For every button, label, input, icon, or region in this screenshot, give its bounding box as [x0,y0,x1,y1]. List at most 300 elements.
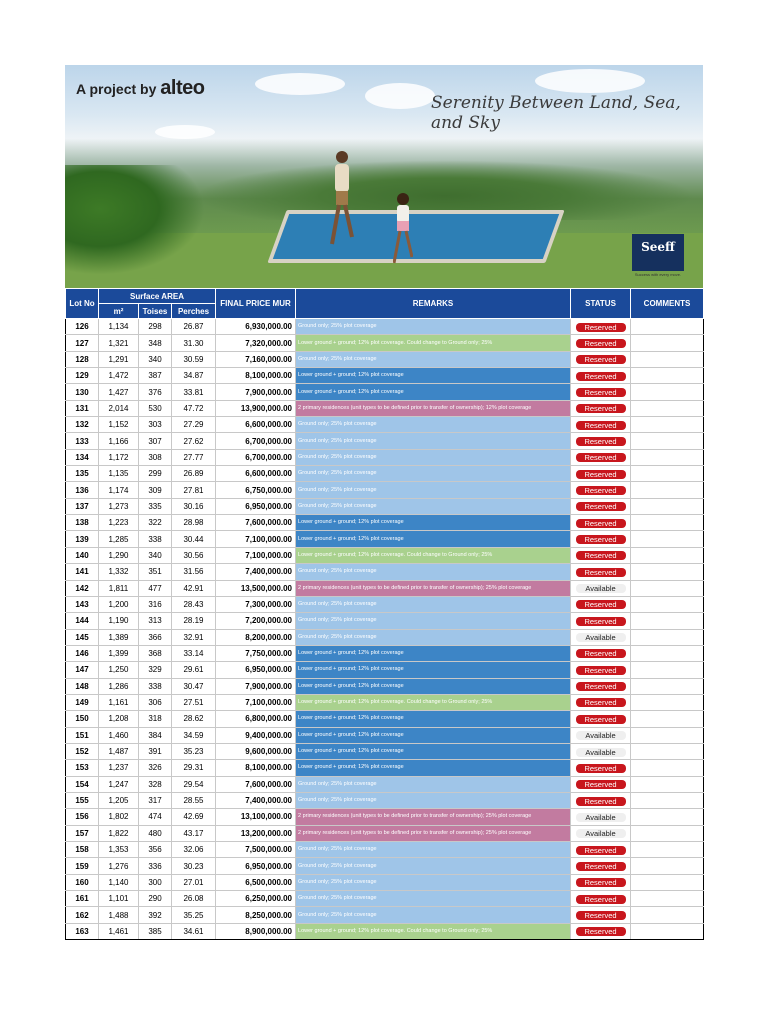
remarks-cell: Ground only; 25% plot coverage [296,613,571,629]
project-brand [76,77,204,100]
price-cell: 7,600,000.00 [216,515,296,531]
status-badge: Reserved [576,846,626,855]
remarks-cell: Ground only; 25% plot coverage [296,433,571,449]
status-badge: Reserved [576,682,626,691]
table-row [66,662,704,678]
price-cell: 6,950,000.00 [216,858,296,874]
area-toises-cell: 317 [139,792,172,808]
running-boy-figure [330,149,354,259]
area-toises-cell: 387 [139,368,172,384]
area-toises-cell: 336 [139,858,172,874]
price-cell: 7,100,000.00 [216,531,296,547]
remarks-cell: Lower ground + ground; 12% plot coverage [296,645,571,661]
remarks-cell: Lower ground + ground; 12% plot coverage [296,515,571,531]
area-toises-cell: 356 [139,842,172,858]
lot-number-cell: 130 [66,384,99,400]
status-cell [571,384,631,400]
area-perches-cell: 33.81 [172,384,216,400]
lot-number-cell: 163 [66,923,99,939]
area-toises-cell: 530 [139,400,172,416]
area-toises-cell: 307 [139,433,172,449]
price-cell: 6,250,000.00 [216,891,296,907]
table-row [66,825,704,841]
lot-number-cell: 146 [66,645,99,661]
area-m2-cell: 1,321 [99,335,139,351]
comments-cell [631,351,704,367]
table-row [66,809,704,825]
status-cell [571,891,631,907]
area-perches-cell: 43.17 [172,825,216,841]
area-toises-cell: 308 [139,449,172,465]
area-m2-cell: 1,135 [99,466,139,482]
lot-number-cell: 154 [66,776,99,792]
lot-number-cell: 151 [66,727,99,743]
area-toises-cell: 338 [139,678,172,694]
price-cell: 7,900,000.00 [216,384,296,400]
lot-number-cell: 160 [66,874,99,890]
price-cell: 13,200,000.00 [216,825,296,841]
comments-cell [631,319,704,335]
lot-number-cell: 135 [66,466,99,482]
status-badge: Reserved [576,927,626,936]
comments-cell [631,449,704,465]
area-m2-cell: 1,200 [99,596,139,612]
comments-cell [631,743,704,759]
lot-number-cell: 143 [66,596,99,612]
comments-cell [631,400,704,416]
area-m2-cell: 1,247 [99,776,139,792]
remarks-cell: Lower ground + ground; 12% plot coverage [296,760,571,776]
table-row [66,923,704,939]
price-cell: 7,160,000.00 [216,351,296,367]
table-row [66,727,704,743]
area-toises-cell: 368 [139,645,172,661]
comments-cell [631,433,704,449]
status-badge: Reserved [576,323,626,332]
price-cell: 9,400,000.00 [216,727,296,743]
area-perches-cell: 27.81 [172,482,216,498]
status-cell [571,564,631,580]
comments-cell [631,613,704,629]
area-toises-cell: 366 [139,629,172,645]
lot-number-cell: 141 [66,564,99,580]
status-badge: Reserved [576,388,626,397]
comments-cell [631,596,704,612]
table-row [66,547,704,563]
area-toises-cell: 338 [139,531,172,547]
status-badge: Reserved [576,339,626,348]
remarks-cell: Ground only; 25% plot coverage [296,596,571,612]
status-cell [571,825,631,841]
area-perches-cell: 30.23 [172,858,216,874]
comments-cell [631,842,704,858]
area-m2-cell: 1,332 [99,564,139,580]
area-m2-cell: 1,190 [99,613,139,629]
table-row [66,564,704,580]
status-badge: Reserved [576,568,626,577]
comments-cell [631,809,704,825]
lot-number-cell: 150 [66,711,99,727]
table-row [66,874,704,890]
comments-cell [631,629,704,645]
area-m2-cell: 1,172 [99,449,139,465]
table-row [66,858,704,874]
area-perches-cell: 42.69 [172,809,216,825]
lot-number-cell: 156 [66,809,99,825]
area-perches-cell: 28.43 [172,596,216,612]
area-toises-cell: 290 [139,891,172,907]
remarks-cell: Ground only; 25% plot coverage [296,466,571,482]
comments-cell [631,907,704,923]
area-perches-cell: 30.56 [172,547,216,563]
area-toises-cell: 340 [139,351,172,367]
status-cell [571,858,631,874]
header-surface-area: Surface AREA [99,289,216,304]
price-cell: 7,600,000.00 [216,776,296,792]
status-badge: Reserved [576,404,626,413]
price-cell: 6,930,000.00 [216,319,296,335]
comments-cell [631,825,704,841]
price-cell: 8,100,000.00 [216,368,296,384]
area-toises-cell: 313 [139,613,172,629]
area-perches-cell: 30.44 [172,531,216,547]
remarks-cell: Lower ground + ground; 12% plot coverage. Could change to Ground only; 25% [296,335,571,351]
lot-number-cell: 138 [66,515,99,531]
area-perches-cell: 29.61 [172,662,216,678]
comments-cell [631,547,704,563]
remarks-cell: Lower ground + ground; 12% plot coverage [296,384,571,400]
area-perches-cell: 28.19 [172,613,216,629]
cloud-shape [365,83,435,109]
table-row [66,319,704,335]
area-m2-cell: 1,389 [99,629,139,645]
price-cell: 6,600,000.00 [216,417,296,433]
pool-shape [267,210,564,263]
area-toises-cell: 348 [139,335,172,351]
price-cell: 13,900,000.00 [216,400,296,416]
price-cell: 6,950,000.00 [216,662,296,678]
status-badge: Reserved [576,715,626,724]
table-row [66,613,704,629]
cloud-shape [535,69,645,93]
price-cell: 6,750,000.00 [216,482,296,498]
status-cell [571,433,631,449]
comments-cell [631,531,704,547]
tagline: Serenity Between Land, Sea, and Sky [431,93,681,133]
price-cell: 7,200,000.00 [216,613,296,629]
status-badge: Reserved [576,551,626,560]
comments-cell [631,792,704,808]
remarks-cell: Ground only; 25% plot coverage [296,319,571,335]
header-status: STATUS [571,289,631,319]
area-toises-cell: 298 [139,319,172,335]
status-badge: Reserved [576,797,626,806]
lot-number-cell: 129 [66,368,99,384]
status-badge: Reserved [576,355,626,364]
area-perches-cell: 26.08 [172,891,216,907]
seeff-tagline: Success with every move. [634,272,682,277]
status-badge: Reserved [576,421,626,430]
status-badge: Available [576,748,626,757]
price-list-page [65,65,703,940]
comments-cell [631,482,704,498]
cloud-shape [255,73,345,95]
price-cell: 6,700,000.00 [216,433,296,449]
table-row [66,678,704,694]
table-row [66,694,704,710]
status-badge: Reserved [576,764,626,773]
lot-number-cell: 147 [66,662,99,678]
lot-number-cell: 148 [66,678,99,694]
lot-number-cell: 142 [66,580,99,596]
lot-number-cell: 127 [66,335,99,351]
comments-cell [631,417,704,433]
area-perches-cell: 27.29 [172,417,216,433]
lot-number-cell: 137 [66,498,99,514]
area-perches-cell: 27.62 [172,433,216,449]
area-toises-cell: 318 [139,711,172,727]
area-toises-cell: 303 [139,417,172,433]
status-cell [571,368,631,384]
area-toises-cell: 322 [139,515,172,531]
status-badge: Reserved [576,698,626,707]
table-row [66,842,704,858]
price-cell: 6,600,000.00 [216,466,296,482]
area-m2-cell: 1,208 [99,711,139,727]
area-m2-cell: 2,014 [99,400,139,416]
header-comments: COMMENTS [631,289,704,319]
status-badge: Reserved [576,453,626,462]
area-toises-cell: 328 [139,776,172,792]
status-cell [571,466,631,482]
comments-cell [631,776,704,792]
remarks-cell: Lower ground + ground; 12% plot coverage. Could change to Ground only; 25% [296,547,571,563]
table-row [66,743,704,759]
area-perches-cell: 34.61 [172,923,216,939]
status-cell [571,449,631,465]
comments-cell [631,874,704,890]
area-perches-cell: 34.87 [172,368,216,384]
status-badge: Reserved [576,649,626,658]
status-cell [571,498,631,514]
comments-cell [631,564,704,580]
lot-number-cell: 126 [66,319,99,335]
comments-cell [631,727,704,743]
remarks-cell: Ground only; 25% plot coverage [296,874,571,890]
table-row [66,482,704,498]
status-cell [571,662,631,678]
area-toises-cell: 477 [139,580,172,596]
status-cell [571,515,631,531]
lot-number-cell: 161 [66,891,99,907]
price-cell: 9,600,000.00 [216,743,296,759]
area-m2-cell: 1,250 [99,662,139,678]
header-final-price: FINAL PRICE MUR [216,289,296,319]
remarks-cell: Lower ground + ground; 12% plot coverage [296,531,571,547]
area-m2-cell: 1,461 [99,923,139,939]
status-cell [571,547,631,563]
status-cell [571,400,631,416]
area-perches-cell: 26.89 [172,466,216,482]
status-cell [571,874,631,890]
comments-cell [631,498,704,514]
status-badge: Available [576,633,626,642]
status-badge: Reserved [576,862,626,871]
area-m2-cell: 1,276 [99,858,139,874]
palm-leaf-shape [65,165,205,275]
remarks-cell: Lower ground + ground; 12% plot coverage [296,743,571,759]
status-cell [571,613,631,629]
area-toises-cell: 392 [139,907,172,923]
table-row [66,907,704,923]
price-cell: 7,400,000.00 [216,792,296,808]
lot-number-cell: 153 [66,760,99,776]
area-perches-cell: 33.14 [172,645,216,661]
area-m2-cell: 1,427 [99,384,139,400]
area-perches-cell: 27.01 [172,874,216,890]
comments-cell [631,711,704,727]
table-row [66,629,704,645]
lot-number-cell: 157 [66,825,99,841]
area-perches-cell: 28.98 [172,515,216,531]
status-cell [571,645,631,661]
area-perches-cell: 27.51 [172,694,216,710]
status-cell [571,596,631,612]
price-cell: 8,200,000.00 [216,629,296,645]
remarks-cell: Lower ground + ground; 12% plot coverage [296,662,571,678]
status-cell [571,792,631,808]
area-m2-cell: 1,101 [99,891,139,907]
status-cell [571,842,631,858]
price-cell: 7,100,000.00 [216,547,296,563]
header-remarks: REMARKS [296,289,571,319]
table-row [66,792,704,808]
area-m2-cell: 1,161 [99,694,139,710]
area-toises-cell: 474 [139,809,172,825]
header-lot-no: Lot No [66,289,99,319]
area-m2-cell: 1,273 [99,498,139,514]
status-badge: Available [576,829,626,838]
remarks-cell: Ground only; 25% plot coverage [296,792,571,808]
remarks-cell: Lower ground + ground; 12% plot coverage [296,368,571,384]
table-row [66,449,704,465]
table-row [66,711,704,727]
hero-banner [65,65,703,288]
area-perches-cell: 35.25 [172,907,216,923]
table-row [66,580,704,596]
remarks-cell: Ground only; 25% plot coverage [296,776,571,792]
price-cell: 6,950,000.00 [216,498,296,514]
comments-cell [631,515,704,531]
area-m2-cell: 1,802 [99,809,139,825]
status-cell [571,694,631,710]
area-m2-cell: 1,353 [99,842,139,858]
table-row [66,466,704,482]
remarks-cell: Ground only; 25% plot coverage [296,842,571,858]
table-row [66,760,704,776]
lot-number-cell: 144 [66,613,99,629]
lot-number-cell: 158 [66,842,99,858]
status-cell [571,417,631,433]
area-m2-cell: 1,399 [99,645,139,661]
price-cell: 7,100,000.00 [216,694,296,710]
area-perches-cell: 26.87 [172,319,216,335]
area-perches-cell: 35.23 [172,743,216,759]
area-m2-cell: 1,205 [99,792,139,808]
lots-table-body [66,319,704,940]
status-cell [571,319,631,335]
area-toises-cell: 299 [139,466,172,482]
price-cell: 8,100,000.00 [216,760,296,776]
area-m2-cell: 1,174 [99,482,139,498]
status-cell [571,776,631,792]
header-m2: m² [99,304,139,319]
area-perches-cell: 30.47 [172,678,216,694]
status-badge: Reserved [576,486,626,495]
status-badge: Reserved [576,535,626,544]
status-badge: Available [576,813,626,822]
lot-number-cell: 152 [66,743,99,759]
lot-number-cell: 136 [66,482,99,498]
status-cell [571,482,631,498]
comments-cell [631,662,704,678]
area-m2-cell: 1,460 [99,727,139,743]
price-cell: 7,750,000.00 [216,645,296,661]
remarks-cell: 2 primary residences (unit types to be defined prior to transfer of ownership); 25% plot coverage [296,825,571,841]
area-toises-cell: 329 [139,662,172,678]
table-row [66,515,704,531]
remarks-cell: Lower ground + ground; 12% plot coverage. Could change to Ground only; 25% [296,694,571,710]
lot-number-cell: 128 [66,351,99,367]
area-m2-cell: 1,223 [99,515,139,531]
status-badge: Reserved [576,617,626,626]
comments-cell [631,368,704,384]
comments-cell [631,891,704,907]
table-row [66,596,704,612]
price-cell: 6,800,000.00 [216,711,296,727]
remarks-cell: Ground only; 25% plot coverage [296,351,571,367]
remarks-cell: 2 primary residences (unit types to be defined prior to transfer of ownership); 12% plot coverage [296,400,571,416]
status-badge: Reserved [576,502,626,511]
price-cell: 7,400,000.00 [216,564,296,580]
comments-cell [631,645,704,661]
table-row [66,351,704,367]
lots-table [65,288,704,940]
seeff-logo-text: Seeff [641,240,675,254]
comments-cell [631,760,704,776]
price-cell: 8,900,000.00 [216,923,296,939]
comments-cell [631,580,704,596]
comments-cell [631,384,704,400]
lot-number-cell: 131 [66,400,99,416]
area-toises-cell: 300 [139,874,172,890]
remarks-cell: Ground only; 25% plot coverage [296,629,571,645]
status-badge: Reserved [576,895,626,904]
area-m2-cell: 1,487 [99,743,139,759]
price-cell: 7,500,000.00 [216,842,296,858]
status-cell [571,711,631,727]
status-cell [571,351,631,367]
status-badge: Reserved [576,780,626,789]
remarks-cell: Lower ground + ground; 12% plot coverage [296,727,571,743]
area-m2-cell: 1,134 [99,319,139,335]
area-m2-cell: 1,237 [99,760,139,776]
area-toises-cell: 351 [139,564,172,580]
status-cell [571,678,631,694]
remarks-cell: Ground only; 25% plot coverage [296,907,571,923]
area-toises-cell: 316 [139,596,172,612]
cloud-shape [155,125,215,139]
